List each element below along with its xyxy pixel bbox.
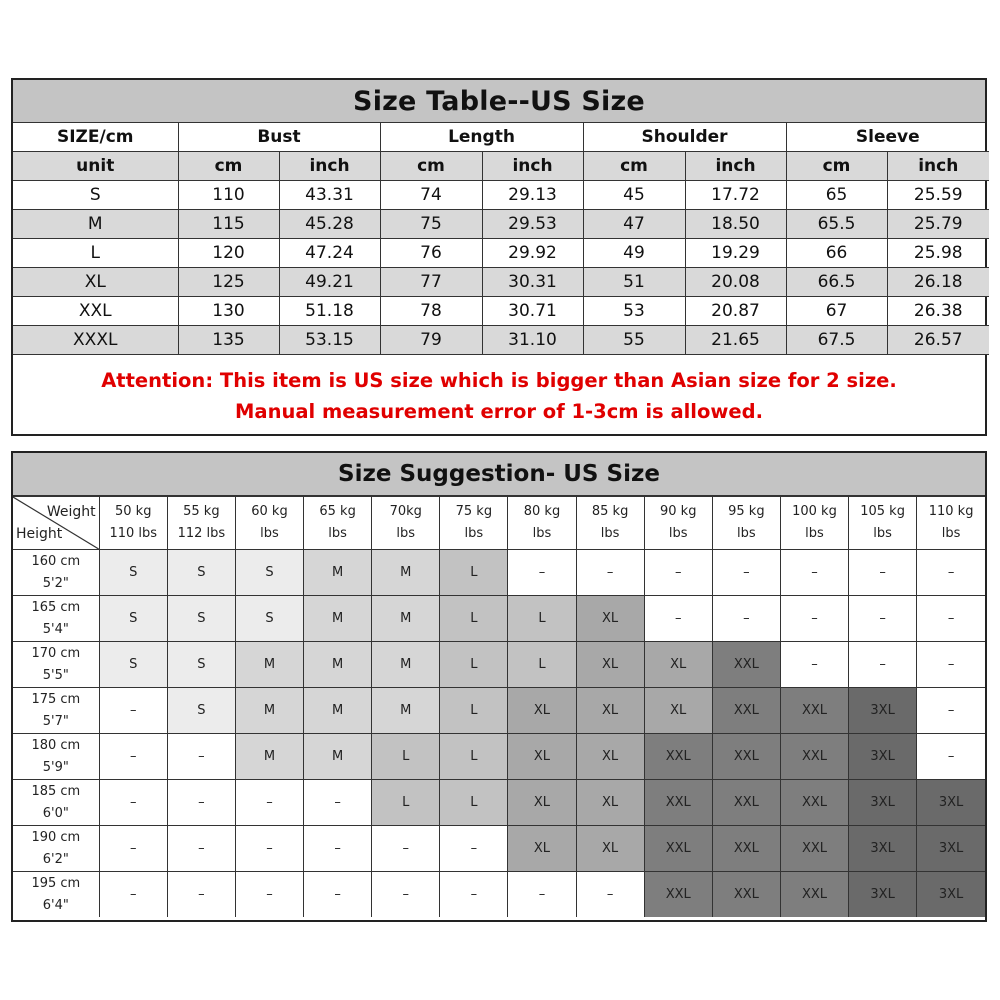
weight-column-header	[508, 497, 576, 550]
suggested-size-cell: –	[849, 550, 917, 596]
weight-column-header	[235, 497, 303, 550]
height-cell	[13, 688, 99, 734]
header-unit-inch: inch	[685, 152, 786, 181]
suggested-size-cell: S	[99, 596, 167, 642]
suggested-size-cell: XL	[508, 688, 576, 734]
header-shoulder: Shoulder	[583, 123, 786, 152]
suggested-size-cell: M	[304, 734, 372, 780]
weight-kg: 95 kg	[728, 504, 765, 519]
measurement-cell: 20.08	[685, 268, 786, 297]
header-unit-inch: inch	[887, 152, 989, 181]
measurement-cell: 120	[178, 239, 279, 268]
suggested-size-cell: –	[167, 826, 235, 872]
height-cell	[13, 596, 99, 642]
weight-lbs: lbs	[396, 526, 416, 541]
suggested-size-cell: M	[372, 550, 440, 596]
measurement-cell: 18.50	[685, 210, 786, 239]
suggested-size-cell: 3XL	[849, 780, 917, 826]
suggested-size-cell: –	[440, 826, 508, 872]
size-row	[13, 210, 989, 239]
weight-column-header	[849, 497, 917, 550]
weight-column-header	[440, 497, 508, 550]
measurement-cell: 51	[583, 268, 685, 297]
header-size-cm: SIZE/cm	[13, 123, 178, 152]
suggested-size-cell: XXL	[780, 734, 848, 780]
suggested-size-cell: 3XL	[849, 826, 917, 872]
size-row	[13, 297, 989, 326]
suggested-size-cell: –	[99, 780, 167, 826]
height-cell	[13, 826, 99, 872]
suggested-size-cell: –	[917, 688, 985, 734]
weight-height-corner	[13, 497, 99, 550]
suggested-size-cell: –	[372, 826, 440, 872]
height-label: Height	[16, 526, 63, 542]
suggested-size-cell: XXL	[712, 872, 780, 918]
suggested-size-cell: –	[235, 872, 303, 918]
height-row	[13, 642, 985, 688]
header-unit-inch: inch	[279, 152, 380, 181]
weight-header-row	[13, 497, 985, 550]
suggested-size-cell: S	[167, 688, 235, 734]
suggested-size-cell: M	[235, 688, 303, 734]
measurement-cell: 110	[178, 181, 279, 210]
suggested-size-cell: L	[372, 780, 440, 826]
suggested-size-cell: M	[235, 734, 303, 780]
measurement-cell: 53	[583, 297, 685, 326]
suggested-size-cell: –	[712, 596, 780, 642]
suggested-size-cell: S	[235, 596, 303, 642]
measurement-cell: 29.13	[482, 181, 583, 210]
suggested-size-cell: –	[576, 550, 644, 596]
measurement-cell: 115	[178, 210, 279, 239]
weight-lbs: lbs	[464, 526, 484, 541]
suggested-size-cell: XL	[576, 734, 644, 780]
measurement-cell: 25.98	[887, 239, 989, 268]
measurement-cell: 21.65	[685, 326, 786, 355]
measurement-cell: 30.71	[482, 297, 583, 326]
header-sleeve: Sleeve	[786, 123, 989, 152]
height-ft: 5'5"	[42, 667, 69, 683]
weight-lbs: 110 lbs	[109, 526, 158, 541]
weight-kg: 110 kg	[928, 504, 974, 519]
suggested-size-cell: M	[304, 550, 372, 596]
size-suggestion-title: Size Suggestion- US Size	[13, 453, 985, 496]
height-ft: 6'0"	[42, 805, 69, 821]
header-bust: Bust	[178, 123, 380, 152]
size-table	[11, 78, 987, 436]
height-cm: 195 cm	[31, 875, 81, 891]
size-table-title: Size Table--US Size	[13, 80, 985, 123]
header-unit-inch: inch	[482, 152, 583, 181]
measurement-cell: 51.18	[279, 297, 380, 326]
suggested-size-cell: –	[99, 688, 167, 734]
attention-line-2: Manual measurement error of 1-3cm is allowed.	[235, 400, 763, 423]
suggested-size-cell: –	[235, 826, 303, 872]
weight-kg: 70kg	[389, 504, 422, 519]
weight-lbs: lbs	[873, 526, 892, 541]
suggested-size-cell: –	[99, 872, 167, 918]
suggested-size-cell: –	[849, 596, 917, 642]
measurement-cell: 76	[380, 239, 482, 268]
measurement-cell: 135	[178, 326, 279, 355]
suggested-size-cell: M	[372, 596, 440, 642]
suggested-size-cell: –	[780, 596, 848, 642]
size-row	[13, 326, 989, 355]
suggested-size-cell: –	[780, 642, 848, 688]
size-label-cell: S	[13, 181, 178, 210]
suggested-size-cell: XXL	[712, 642, 780, 688]
weight-lbs: lbs	[805, 526, 824, 541]
size-label-cell: M	[13, 210, 178, 239]
header-row-measurements	[13, 123, 989, 152]
height-ft: 5'7"	[42, 713, 69, 729]
weight-column-header	[780, 497, 848, 550]
weight-column-header	[167, 497, 235, 550]
suggested-size-cell: XXL	[780, 688, 848, 734]
suggested-size-cell: M	[304, 642, 372, 688]
suggested-size-cell: XXL	[712, 780, 780, 826]
height-row	[13, 780, 985, 826]
measurement-cell: 75	[380, 210, 482, 239]
height-row	[13, 688, 985, 734]
suggested-size-cell: XXL	[780, 826, 848, 872]
suggested-size-cell: M	[304, 688, 372, 734]
suggested-size-cell: L	[440, 780, 508, 826]
size-row	[13, 239, 989, 268]
weight-lbs: 112 lbs	[177, 526, 226, 541]
suggested-size-cell: XL	[576, 596, 644, 642]
size-suggestion-body	[13, 550, 985, 918]
suggested-size-cell: –	[167, 780, 235, 826]
suggested-size-cell: –	[712, 550, 780, 596]
suggested-size-cell: XL	[508, 780, 576, 826]
header-unit-cm: cm	[178, 152, 279, 181]
suggested-size-cell: XXL	[712, 826, 780, 872]
suggested-size-cell: M	[372, 688, 440, 734]
weight-column-header	[917, 497, 985, 550]
suggested-size-cell: –	[917, 550, 985, 596]
height-cell	[13, 734, 99, 780]
height-row	[13, 596, 985, 642]
suggested-size-cell: 3XL	[849, 872, 917, 918]
weight-lbs: lbs	[941, 526, 961, 541]
measurement-cell: 65.5	[786, 210, 887, 239]
height-cm: 180 cm	[31, 737, 81, 753]
suggested-size-cell: –	[304, 780, 372, 826]
suggested-size-cell: XL	[644, 642, 712, 688]
suggested-size-cell: –	[372, 872, 440, 918]
height-row	[13, 734, 985, 780]
suggested-size-cell: L	[372, 734, 440, 780]
measurement-cell: 78	[380, 297, 482, 326]
measurement-cell: 26.57	[887, 326, 989, 355]
weight-lbs: lbs	[737, 526, 756, 541]
weight-lbs: lbs	[532, 526, 552, 541]
weight-kg: 85 kg	[591, 504, 629, 519]
size-label-cell: XXL	[13, 297, 178, 326]
weight-lbs: lbs	[328, 526, 347, 541]
suggested-size-cell: 3XL	[917, 826, 985, 872]
suggested-size-cell: 3XL	[917, 872, 985, 918]
suggested-size-cell: S	[99, 642, 167, 688]
size-suggestion-grid	[13, 496, 985, 917]
measurement-cell: 45	[583, 181, 685, 210]
suggested-size-cell: XXL	[780, 872, 848, 918]
weight-kg: 105 kg	[860, 504, 905, 519]
suggested-size-cell: XL	[576, 826, 644, 872]
suggested-size-cell: XL	[508, 826, 576, 872]
suggested-size-cell: L	[440, 642, 508, 688]
weight-kg: 50 kg	[115, 504, 152, 519]
suggested-size-cell: –	[780, 550, 848, 596]
size-row	[13, 268, 989, 297]
suggested-size-cell: –	[167, 734, 235, 780]
measurement-cell: 77	[380, 268, 482, 297]
measurement-cell: 130	[178, 297, 279, 326]
suggested-size-cell: –	[576, 872, 644, 918]
suggested-size-cell: L	[508, 596, 576, 642]
suggested-size-cell: L	[440, 596, 508, 642]
size-label-cell: L	[13, 239, 178, 268]
measurement-cell: 29.92	[482, 239, 583, 268]
header-unit-cm: cm	[380, 152, 482, 181]
suggested-size-cell: XL	[644, 688, 712, 734]
suggested-size-cell: –	[644, 596, 712, 642]
suggested-size-cell: S	[235, 550, 303, 596]
measurement-cell: 49	[583, 239, 685, 268]
size-suggestion-table	[11, 451, 987, 922]
attention-line-1: Attention: This item is US size which is bigger than Asian size for 2 size.	[101, 369, 897, 392]
height-cell	[13, 642, 99, 688]
height-row	[13, 826, 985, 872]
suggested-size-cell: XXL	[712, 734, 780, 780]
suggested-size-cell: –	[508, 550, 576, 596]
header-unit-cm: cm	[786, 152, 887, 181]
size-table-body	[13, 181, 989, 355]
suggested-size-cell: L	[440, 550, 508, 596]
measurement-cell: 17.72	[685, 181, 786, 210]
weight-lbs: lbs	[260, 526, 279, 541]
measurement-cell: 26.38	[887, 297, 989, 326]
height-cm: 175 cm	[31, 691, 81, 707]
suggested-size-cell: M	[372, 642, 440, 688]
suggested-size-cell: S	[167, 550, 235, 596]
height-cell	[13, 780, 99, 826]
size-label-cell: XL	[13, 268, 178, 297]
measurement-cell: 49.21	[279, 268, 380, 297]
header-length: Length	[380, 123, 583, 152]
suggested-size-cell: M	[304, 596, 372, 642]
suggested-size-cell: –	[304, 872, 372, 918]
height-row	[13, 872, 985, 918]
weight-kg: 65 kg	[319, 504, 356, 519]
height-cm: 190 cm	[31, 829, 81, 845]
measurement-cell: 47.24	[279, 239, 380, 268]
suggested-size-cell: 3XL	[849, 734, 917, 780]
weight-kg: 100 kg	[792, 504, 837, 519]
suggested-size-cell: M	[235, 642, 303, 688]
weight-lbs: lbs	[668, 526, 688, 541]
suggested-size-cell: –	[849, 642, 917, 688]
measurement-cell: 66.5	[786, 268, 887, 297]
height-cell	[13, 550, 99, 596]
suggested-size-cell: –	[167, 872, 235, 918]
height-ft: 6'4"	[42, 897, 69, 913]
measurement-cell: 26.18	[887, 268, 989, 297]
weight-column-header	[99, 497, 167, 550]
suggested-size-cell: –	[99, 826, 167, 872]
suggested-size-cell: XXL	[644, 826, 712, 872]
suggested-size-cell: –	[917, 596, 985, 642]
suggested-size-cell: –	[644, 550, 712, 596]
measurement-cell: 25.79	[887, 210, 989, 239]
measurement-cell: 19.29	[685, 239, 786, 268]
measurement-cell: 30.31	[482, 268, 583, 297]
suggested-size-cell: XL	[576, 780, 644, 826]
weight-lbs: lbs	[600, 526, 620, 541]
header-row-units	[13, 152, 989, 181]
measurement-cell: 74	[380, 181, 482, 210]
measurement-cell: 67	[786, 297, 887, 326]
measurement-cell: 29.53	[482, 210, 583, 239]
weight-column-header	[576, 497, 644, 550]
weight-kg: 60 kg	[251, 504, 288, 519]
suggested-size-cell: L	[440, 734, 508, 780]
suggested-size-cell: XXL	[780, 780, 848, 826]
measurement-cell: 125	[178, 268, 279, 297]
suggested-size-cell: –	[440, 872, 508, 918]
measurement-cell: 25.59	[887, 181, 989, 210]
height-ft: 5'2"	[42, 575, 69, 591]
height-ft: 5'9"	[42, 759, 69, 775]
measurement-cell: 31.10	[482, 326, 583, 355]
weight-kg: 75 kg	[455, 504, 493, 519]
size-label-cell: XXXL	[13, 326, 178, 355]
header-unit: unit	[13, 152, 178, 181]
height-cell	[13, 872, 99, 918]
weight-column-header	[712, 497, 780, 550]
suggested-size-cell: S	[99, 550, 167, 596]
suggested-size-cell: L	[508, 642, 576, 688]
suggested-size-cell: L	[440, 688, 508, 734]
attention-note	[13, 355, 985, 427]
measurement-cell: 65	[786, 181, 887, 210]
suggested-size-cell: –	[917, 734, 985, 780]
measurement-cell: 43.31	[279, 181, 380, 210]
measurement-cell: 20.87	[685, 297, 786, 326]
weight-column-header	[304, 497, 372, 550]
measurement-cell: 67.5	[786, 326, 887, 355]
header-unit-cm: cm	[583, 152, 685, 181]
height-cm: 160 cm	[31, 553, 81, 569]
suggested-size-cell: XL	[576, 642, 644, 688]
measurement-cell: 55	[583, 326, 685, 355]
weight-kg: 55 kg	[183, 504, 220, 519]
suggested-size-cell: XXL	[644, 780, 712, 826]
suggested-size-cell: –	[508, 872, 576, 918]
measurement-cell: 47	[583, 210, 685, 239]
size-row	[13, 181, 989, 210]
suggested-size-cell: XXL	[644, 734, 712, 780]
height-cm: 170 cm	[31, 645, 81, 661]
suggested-size-cell: –	[99, 734, 167, 780]
suggested-size-cell: 3XL	[917, 780, 985, 826]
measurement-cell: 53.15	[279, 326, 380, 355]
weight-label: Weight	[46, 504, 96, 520]
weight-kg: 90 kg	[660, 504, 697, 519]
height-ft: 5'4"	[42, 621, 69, 637]
suggested-size-cell: 3XL	[849, 688, 917, 734]
weight-column-header	[644, 497, 712, 550]
suggested-size-cell: XXL	[644, 872, 712, 918]
suggested-size-cell: S	[167, 642, 235, 688]
height-cm: 165 cm	[31, 599, 81, 615]
suggested-size-cell: –	[304, 826, 372, 872]
suggested-size-cell: –	[235, 780, 303, 826]
suggested-size-cell: XL	[576, 688, 644, 734]
suggested-size-cell: XL	[508, 734, 576, 780]
weight-kg: 80 kg	[523, 504, 561, 519]
suggested-size-cell: XXL	[712, 688, 780, 734]
suggested-size-cell: S	[167, 596, 235, 642]
suggested-size-cell: –	[917, 642, 985, 688]
measurement-cell: 66	[786, 239, 887, 268]
size-table-grid	[13, 123, 989, 355]
measurement-cell: 79	[380, 326, 482, 355]
weight-column-header	[372, 497, 440, 550]
height-cm: 185 cm	[31, 783, 81, 799]
height-row	[13, 550, 985, 596]
measurement-cell: 45.28	[279, 210, 380, 239]
height-ft: 6'2"	[42, 851, 69, 867]
